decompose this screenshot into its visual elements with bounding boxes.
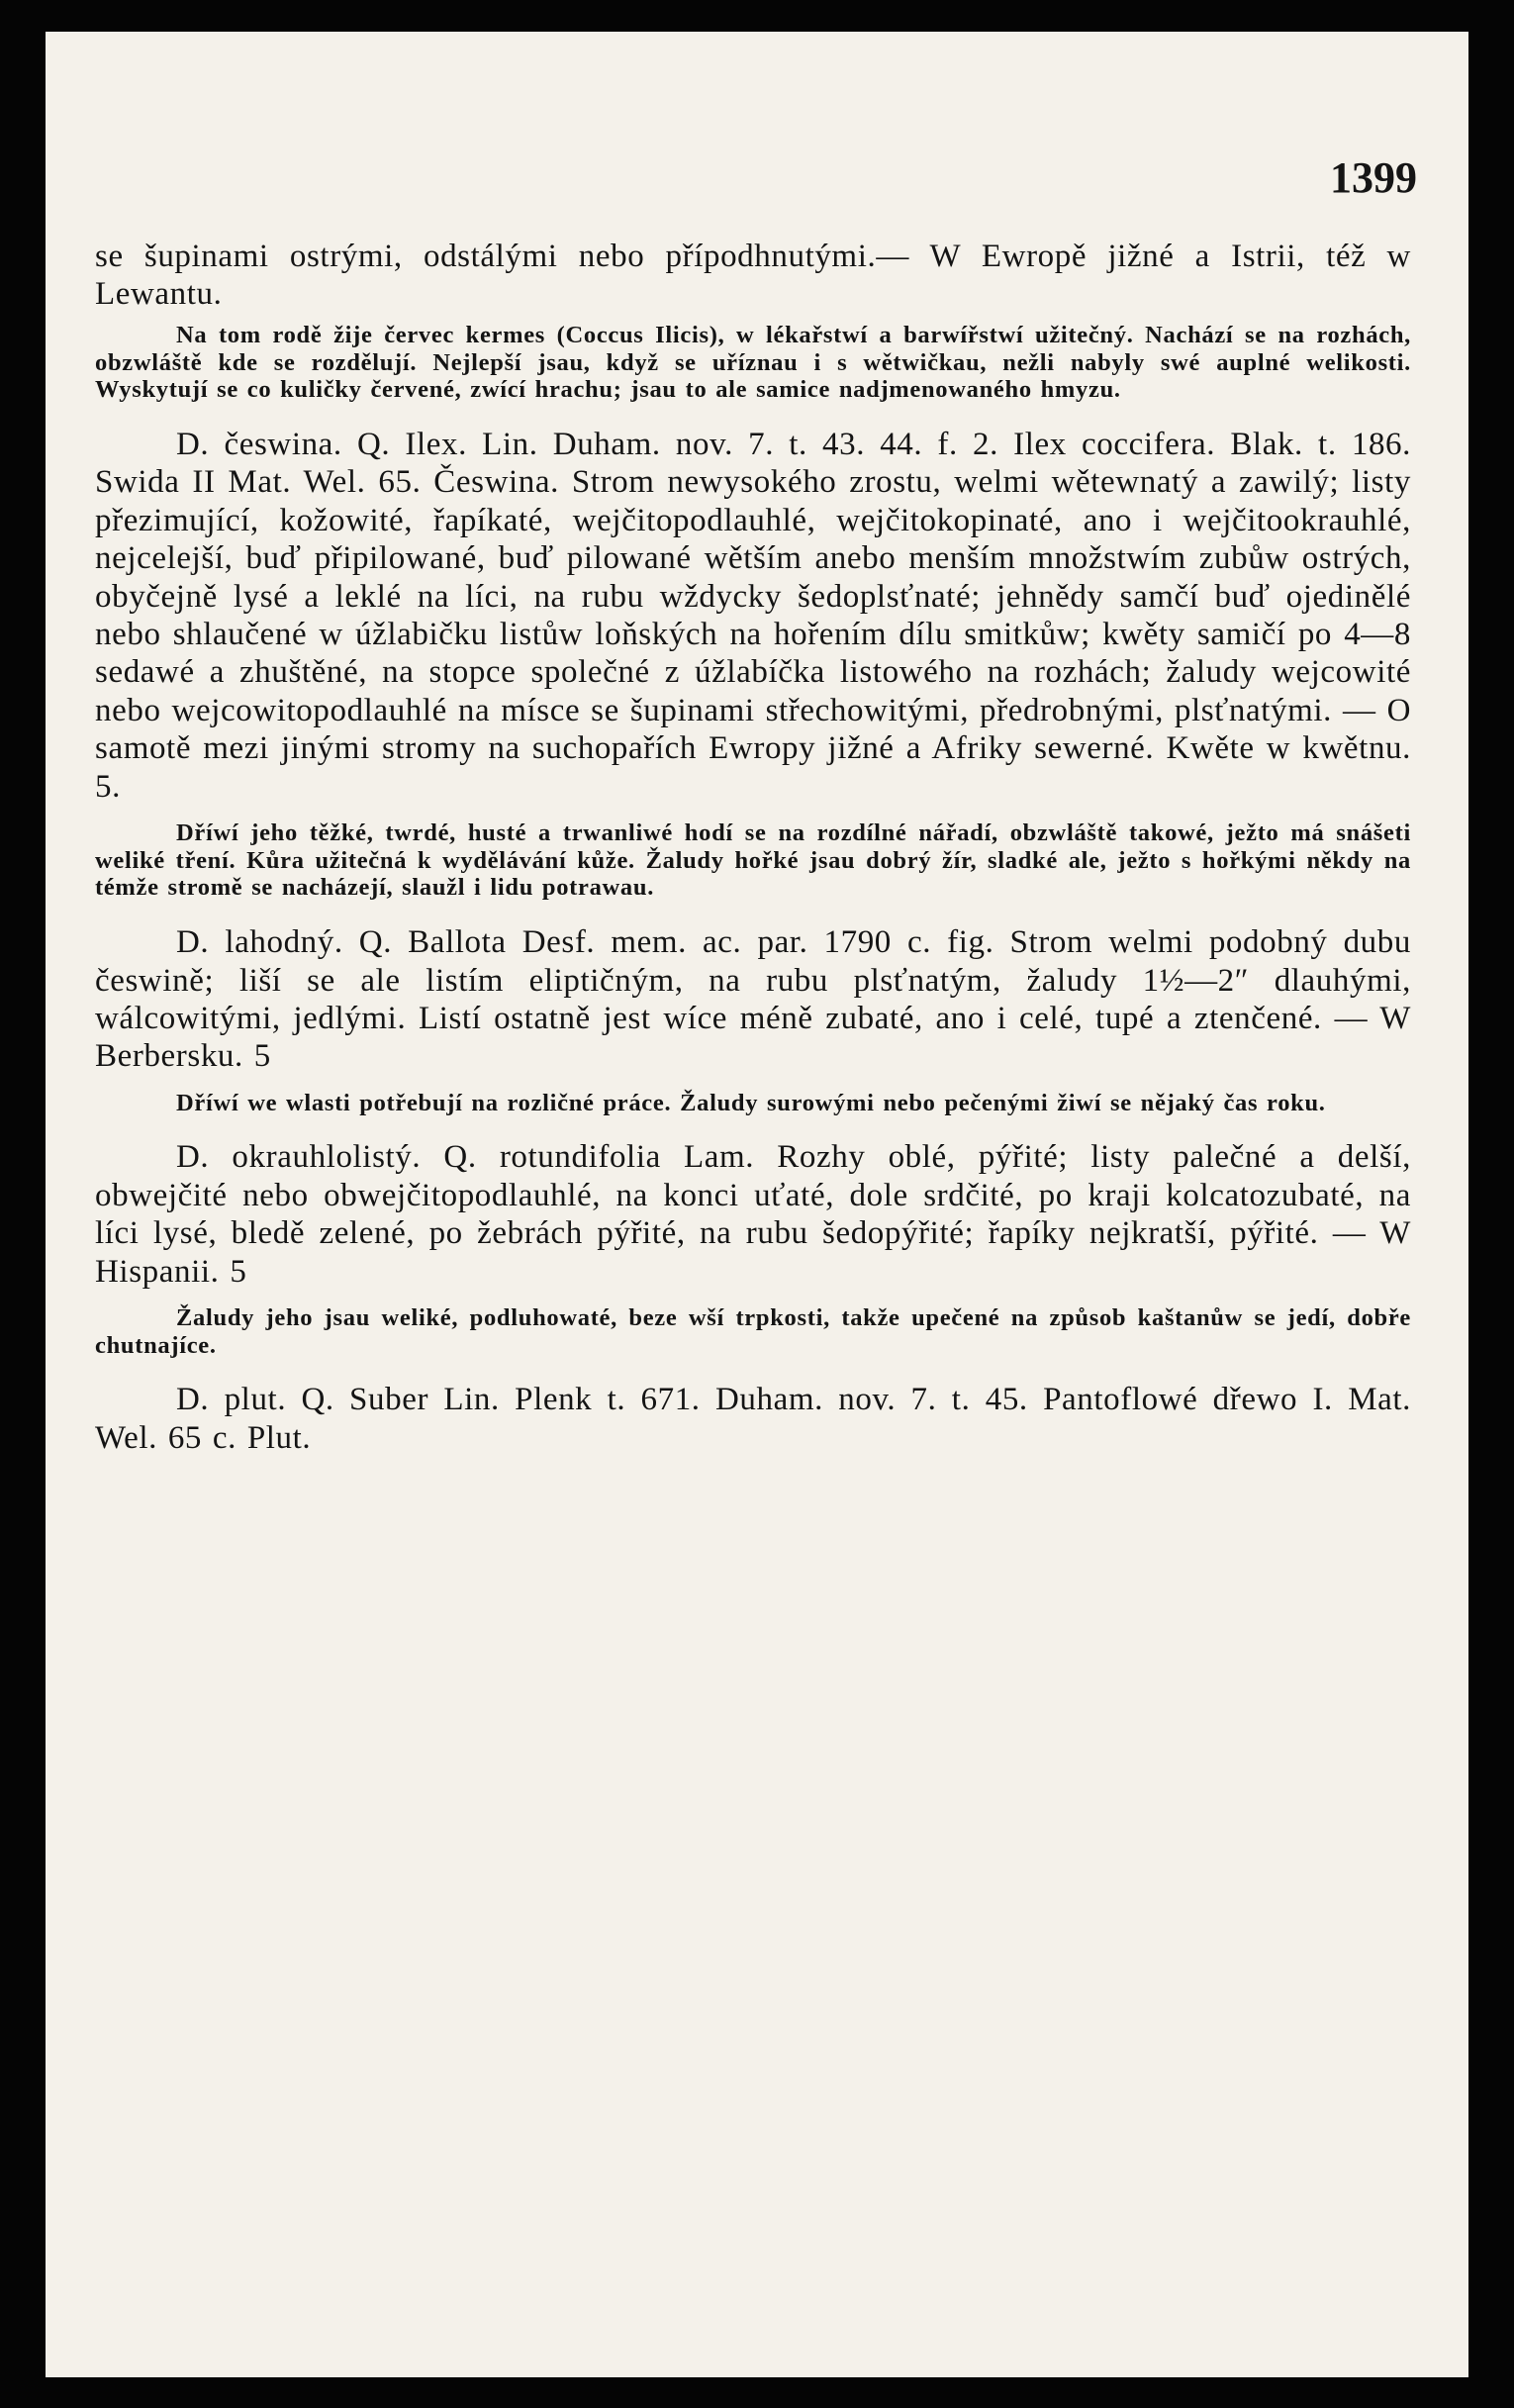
book-page (46, 32, 1468, 2377)
note-okrauhlolisty: Žaludy jeho jsau weliké, podluhowaté, beze wší trpkosti, takže upečené na způsob kaštanůw se jedí, dobře chutnajíce. (95, 1304, 1411, 1359)
paragraph-intro: se šupinami ostrými, odstálými nebo přípodhnutými.— W Ewropě jižné a Istrii, též w Lewantu. (95, 239, 1411, 313)
page-text (95, 238, 1411, 1457)
note-lahodny: Dříwí we wlasti potřebují na rozličné práce. Žaludy surowými nebo pečenými žiwí se nějaký čas roku. (176, 1089, 1326, 1116)
note-kermes: Na tom rodě žije červec kermes (Coccus Ilicis), w lékařstwí a barwířstwí užitečný. Nachází se na rozhách, obzwláště kde se rozdělují. Nejlepší jsau, když se uříznau i s wětwičkau, nežli nabyly swé auplné welikosti. Wyskytují se co kuličky červené, zwící hrachu; jsau to ale samice nadjmenowaného hmyzu. (95, 321, 1411, 404)
entry-okrauhlolisty: D. okrauhlolistý. Q. rotundifolia Lam. Rozhy oblé, pýřité; listy palečné a delší, obwejčité nebo obwejčitopodlauhlé, na konci uťaté, dole srdčité, po kraji kolcatozubaté, na líci lysé, bledě zelené, po žebrách pýřité, na rubu šedopýřité; řapíky nejkratší, pýřité. — W Hispanii. 5 (95, 1139, 1411, 1290)
entry-ceswina: D. česwina. Q. Ilex. Lin. Duham. nov. 7. t. 43. 44. f. 2. Ilex coccifera. Blak. t. 186. Swida II Mat. Wel. 65. Česwina. Strom newysokého zrostu, welmi wětewnatý a zawilý; listy přezimující, kožowité, řapíkaté, wejčitopodlauhlé, wejčitokopinaté, ano i wejčitookrauhlé, nejcelejší, buď připilowané, buď pilowané wětším anebo menším množstwím zubůw ostrých, obyčejně lysé a leklé na líci, na rubu wždycky šedoplsťnaté; jehnědy samčí buď ojedinělé nebo shlaučené w úžlabičku listůw loňských na hořením dílu smitkůw; kwěty samičí po 4—8 sedawé a zhuštěné, na stopce společné z úžlabíčka listowého na rozhách; žaludy wejcowité nebo wejcowitopodlauhlé na mísce se šupinami střechowitými, předrobnými, plsťnatými. — O samotě mezi jinými stromy na suchopařích Ewropy jižné a Afriky sewerné. Kwěte w kwětnu. 5. (95, 426, 1411, 805)
entry-lahodny: D. lahodný. Q. Ballota Desf. mem. ac. par. 1790 c. fig. Strom welmi podobný dubu česwině; liší se ale listím eliptičným, na rubu plsťnatým, žaludy 1½—2″ dlauhými, wálcowitými, jedlými. Listí ostatně jest wíce méně zubaté, ano i celé, tupé a ztenčené. — W Berbersku. 5 (95, 924, 1411, 1075)
page-number: 1399 (1330, 153, 1417, 202)
entry-plut: D. plut. Q. Suber Lin. Plenk t. 671. Duham. nov. 7. t. 45. Pantoflowé dřewo I. Mat. Wel. 65 c. Plut. (95, 1382, 1411, 1456)
note-ceswina: Dříwí jeho těžké, twrdé, husté a trwanliwé hodí se na rozdílné nářadí, obzwláště takowé, ježto má snášeti weliké tření. Kůra užitečná k wydělávání kůže. Žaludy hořké jsau dobrý žír, sladké ale, ježto s hořkými někdy na témže stromě se nacházejí, slaužl i lidu potrawau. (95, 819, 1411, 902)
